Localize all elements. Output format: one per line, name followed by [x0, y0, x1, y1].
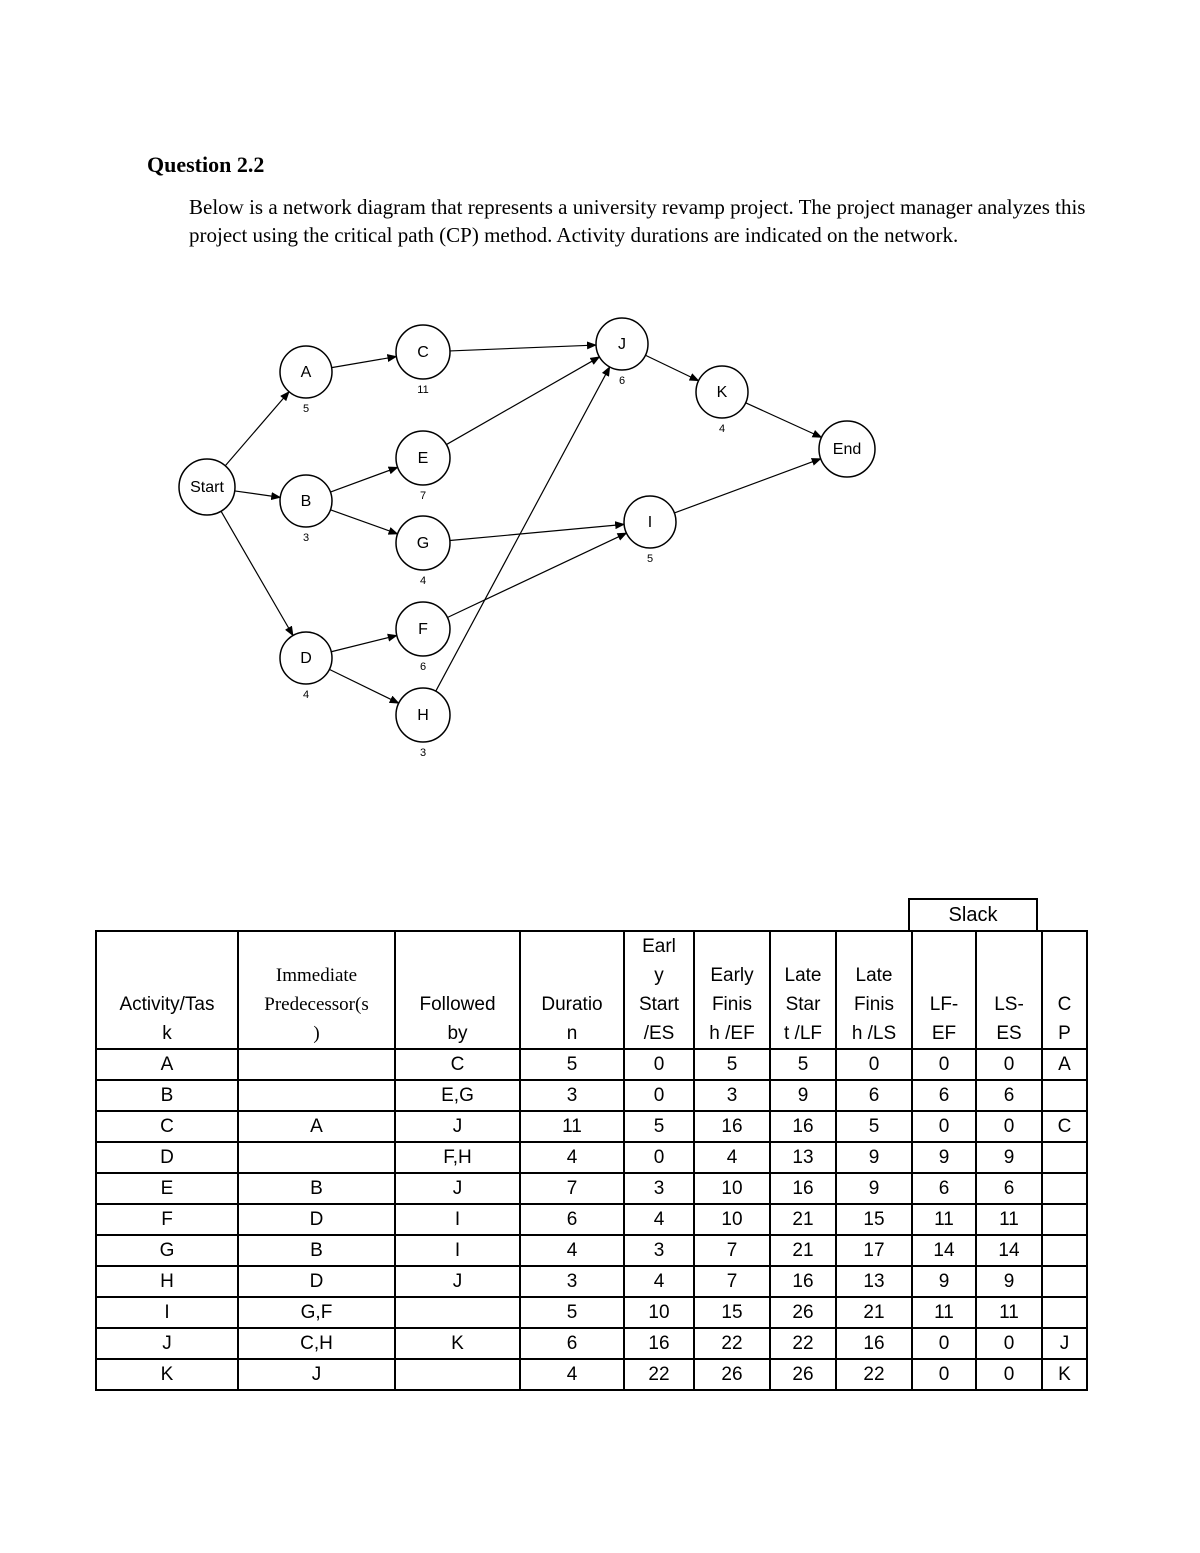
edge-d-f [331, 635, 397, 651]
table-cell: E,G [395, 1080, 520, 1111]
table-cell: 6 [912, 1080, 976, 1111]
node-a [280, 346, 332, 415]
table-cell: 0 [976, 1111, 1042, 1142]
table-cell: 9 [836, 1173, 912, 1204]
table-cell: 3 [520, 1266, 624, 1297]
table-header-cell [520, 931, 624, 1049]
table-cell: 9 [912, 1142, 976, 1173]
table-cell: B [238, 1235, 395, 1266]
table-cell: 0 [836, 1049, 912, 1080]
table-cell: D [238, 1266, 395, 1297]
table-cell: C [1042, 1111, 1087, 1142]
node-label: G [416, 535, 430, 553]
table-cell: 0 [976, 1049, 1042, 1080]
header-line: Early [710, 965, 754, 986]
table-cell: C [395, 1049, 520, 1080]
table-cell: 7 [520, 1173, 624, 1204]
table-cell: H [96, 1266, 238, 1297]
header-line: Duratio [541, 994, 603, 1015]
table-header-cell [624, 931, 694, 1049]
table-cell: 4 [520, 1359, 624, 1390]
table-cell: 10 [694, 1173, 770, 1204]
table-cell: G,F [238, 1297, 395, 1328]
table-cell: 11 [976, 1204, 1042, 1235]
table-cell: 6 [520, 1328, 624, 1359]
table-header-cell [1042, 931, 1087, 1049]
table-cell: 13 [836, 1266, 912, 1297]
table-row [96, 1173, 1087, 1204]
node-duration: 5 [646, 553, 654, 565]
table-cell [1042, 1266, 1087, 1297]
node-i [624, 496, 676, 565]
cpm-table [95, 930, 1088, 1391]
header-line: Predecessor(s [264, 994, 369, 1015]
header-line: h /EF [709, 1023, 755, 1044]
table-cell: 22 [770, 1328, 836, 1359]
table-cell: 5 [770, 1049, 836, 1080]
table-cell: 6 [912, 1173, 976, 1204]
table-cell: B [238, 1173, 395, 1204]
table-cell: 4 [624, 1266, 694, 1297]
node-f [396, 602, 450, 673]
edge-a-c [332, 357, 397, 368]
header-line: LS- [994, 994, 1024, 1015]
table-cell: E [96, 1173, 238, 1204]
table-cell: A [238, 1111, 395, 1142]
table-cell: 4 [624, 1204, 694, 1235]
table-header-cell [395, 931, 520, 1049]
table-row [96, 1359, 1087, 1390]
table-cell [238, 1142, 395, 1173]
table-cell: 5 [520, 1049, 624, 1080]
table-cell: K [1042, 1359, 1087, 1390]
table-cell: 10 [694, 1204, 770, 1235]
table-cell: K [395, 1328, 520, 1359]
table-cell: D [238, 1204, 395, 1235]
table-cell: 0 [912, 1359, 976, 1390]
table-cell: A [1042, 1049, 1087, 1080]
table-cell [395, 1359, 520, 1390]
edge-c-j [450, 345, 596, 351]
table-cell: 26 [770, 1297, 836, 1328]
header-line: by [447, 1023, 468, 1044]
node-start [179, 459, 235, 515]
table-cell [1042, 1204, 1087, 1235]
table-row [96, 1049, 1087, 1080]
header-line: /ES [643, 1023, 675, 1044]
table-cell: 21 [770, 1235, 836, 1266]
header-line: Followed [419, 994, 496, 1015]
header-line: n [566, 1023, 578, 1044]
node-duration: 6 [618, 375, 626, 387]
table-cell: K [96, 1359, 238, 1390]
table-cell: 6 [976, 1173, 1042, 1204]
table-cell: 6 [520, 1204, 624, 1235]
table-cell: 0 [624, 1142, 694, 1173]
table-cell: 13 [770, 1142, 836, 1173]
table-cell: 16 [624, 1328, 694, 1359]
table-cell: J [395, 1173, 520, 1204]
table-header-cell [238, 931, 395, 1049]
node-j [596, 318, 648, 387]
table-row [96, 1080, 1087, 1111]
edge-start-a [225, 392, 289, 466]
header-line: Start [638, 994, 680, 1015]
table-cell [395, 1297, 520, 1328]
table-cell: 21 [770, 1204, 836, 1235]
table-cell: 9 [836, 1142, 912, 1173]
node-end [819, 421, 875, 477]
edge-j-k [645, 355, 698, 380]
table-row [96, 1142, 1087, 1173]
table-cell [1042, 1297, 1087, 1328]
table-cell: 16 [694, 1111, 770, 1142]
table-cell [1042, 1080, 1087, 1111]
edge-start-d [221, 511, 293, 635]
table-header-cell [96, 931, 238, 1049]
table-cell: 9 [976, 1266, 1042, 1297]
table-cell: 6 [836, 1080, 912, 1111]
table-cell: I [395, 1204, 520, 1235]
header-line: C [1057, 994, 1072, 1015]
table-cell: 4 [520, 1142, 624, 1173]
question-intro: Below is a network diagram that represents a university revamp project. The project manager analyzes this project using the critical path (CP) method. Activity durations are indicated on the network. [189, 195, 1086, 247]
table-cell: 9 [912, 1266, 976, 1297]
table-cell: 9 [770, 1080, 836, 1111]
table-cell: 5 [694, 1049, 770, 1080]
header-line: Star [785, 994, 821, 1015]
table-cell: 5 [836, 1111, 912, 1142]
header-line: Late [855, 965, 893, 986]
table-header-cell [770, 931, 836, 1049]
table-row [96, 1328, 1087, 1359]
table-cell: B [96, 1080, 238, 1111]
table-cell: 7 [694, 1266, 770, 1297]
header-line: y [654, 965, 664, 986]
node-duration: 7 [419, 490, 427, 502]
table-cell: 0 [976, 1359, 1042, 1390]
header-line: h /LS [851, 1023, 897, 1044]
node-label: K [716, 384, 728, 402]
header-line: Finis [853, 994, 895, 1015]
table-row [96, 1235, 1087, 1266]
table-cell: 14 [912, 1235, 976, 1266]
edge-e-j [446, 357, 599, 445]
table-cell: 14 [976, 1235, 1042, 1266]
node-d [280, 632, 332, 701]
header-line: EF [931, 1023, 957, 1044]
node-label: I [647, 514, 653, 532]
table-cell: 4 [520, 1235, 624, 1266]
slack-group-header: Slack [908, 898, 1038, 930]
table-header-cell [912, 931, 976, 1049]
table-cell: 0 [912, 1328, 976, 1359]
table-cell: 15 [836, 1204, 912, 1235]
node-label: End [832, 441, 862, 459]
edge-k-end [746, 403, 822, 438]
table-cell: 16 [836, 1328, 912, 1359]
edge-b-g [330, 510, 397, 534]
table-row [96, 1266, 1087, 1297]
table-cell: 3 [694, 1080, 770, 1111]
table-cell [238, 1080, 395, 1111]
table-cell: F,H [395, 1142, 520, 1173]
table-cell: I [395, 1235, 520, 1266]
table-cell: 5 [624, 1111, 694, 1142]
table-cell: D [96, 1142, 238, 1173]
table-cell: 5 [520, 1297, 624, 1328]
table-cell: C,H [238, 1328, 395, 1359]
table-cell: 0 [624, 1049, 694, 1080]
table-cell: 0 [624, 1080, 694, 1111]
node-c [396, 325, 450, 396]
node-label: D [300, 650, 312, 668]
table-cell: 9 [976, 1142, 1042, 1173]
table-cell: 4 [694, 1142, 770, 1173]
table-cell: 11 [976, 1297, 1042, 1328]
table-header-row [96, 931, 1087, 1049]
header-line: Finis [711, 994, 753, 1015]
table-cell: 21 [836, 1297, 912, 1328]
table-cell: C [96, 1111, 238, 1142]
table-cell: J [1042, 1328, 1087, 1359]
table-cell: 11 [912, 1297, 976, 1328]
header-line: ES [996, 1023, 1022, 1044]
node-duration: 3 [302, 532, 310, 544]
table-cell: 6 [976, 1080, 1042, 1111]
header-line: t /LF [783, 1023, 822, 1044]
table-cell: 11 [912, 1204, 976, 1235]
node-label: J [618, 336, 626, 354]
node-duration: 11 [417, 384, 429, 396]
table-cell: 10 [624, 1297, 694, 1328]
table-cell: 3 [624, 1173, 694, 1204]
table-cell: 17 [836, 1235, 912, 1266]
table-header-cell [836, 931, 912, 1049]
node-duration: 6 [419, 661, 427, 673]
table-cell: J [395, 1111, 520, 1142]
table-cell: 15 [694, 1297, 770, 1328]
table-cell: G [96, 1235, 238, 1266]
node-duration: 3 [419, 747, 427, 759]
header-line: Immediate [275, 965, 358, 986]
node-duration: 4 [419, 575, 427, 587]
table-cell [1042, 1235, 1087, 1266]
table-cell: J [238, 1359, 395, 1390]
table-header-cell [976, 931, 1042, 1049]
header-line: Earl [642, 936, 676, 957]
node-e [396, 431, 450, 502]
node-k [696, 366, 748, 435]
table-cell: 22 [694, 1328, 770, 1359]
table-cell: 0 [912, 1111, 976, 1142]
header-line: k [162, 1023, 172, 1044]
node-g [396, 516, 450, 587]
table-cell: 26 [770, 1359, 836, 1390]
header-line: Activity/Tas [119, 994, 215, 1015]
node-label: B [300, 493, 312, 511]
header-line: ) [313, 1023, 320, 1044]
node-label: Start [190, 479, 224, 497]
table-cell: 7 [694, 1235, 770, 1266]
table-row [96, 1297, 1087, 1328]
table-cell: I [96, 1297, 238, 1328]
header-line: P [1058, 1023, 1071, 1044]
edge-g-i [450, 524, 624, 540]
edge-h-j [436, 367, 610, 691]
table-cell: A [96, 1049, 238, 1080]
table-cell: 22 [836, 1359, 912, 1390]
table-cell: 16 [770, 1111, 836, 1142]
edge-f-i [447, 533, 626, 617]
header-line: Late [784, 965, 822, 986]
table-cell: 3 [520, 1080, 624, 1111]
table-cell: 16 [770, 1173, 836, 1204]
edge-d-h [329, 669, 398, 703]
edge-i-end [674, 459, 820, 513]
node-label: E [417, 450, 429, 468]
node-label: C [417, 344, 429, 362]
node-label: A [300, 364, 312, 382]
table-cell: 3 [624, 1235, 694, 1266]
edge-start-b [235, 491, 281, 497]
table-cell: F [96, 1204, 238, 1235]
table-row [96, 1204, 1087, 1235]
node-h [396, 688, 450, 759]
header-line: LF- [929, 994, 959, 1015]
node-duration: 5 [302, 403, 310, 415]
node-b [280, 475, 332, 544]
table-cell [1042, 1173, 1087, 1204]
table-cell: J [96, 1328, 238, 1359]
table-cell: 26 [694, 1359, 770, 1390]
table-cell: 11 [520, 1111, 624, 1142]
node-label: H [417, 707, 429, 725]
table-cell [1042, 1142, 1087, 1173]
table-header-cell [694, 931, 770, 1049]
table-cell: 0 [976, 1328, 1042, 1359]
table-cell: J [395, 1266, 520, 1297]
node-duration: 4 [718, 423, 726, 435]
table-row [96, 1111, 1087, 1142]
question-title: Question 2.2 [147, 152, 265, 177]
table-cell: 22 [624, 1359, 694, 1390]
table-cell: 16 [770, 1266, 836, 1297]
node-duration: 4 [302, 689, 310, 701]
node-label: F [418, 621, 428, 639]
edge-b-e [330, 467, 397, 492]
table-cell: 0 [912, 1049, 976, 1080]
table-cell [238, 1049, 395, 1080]
